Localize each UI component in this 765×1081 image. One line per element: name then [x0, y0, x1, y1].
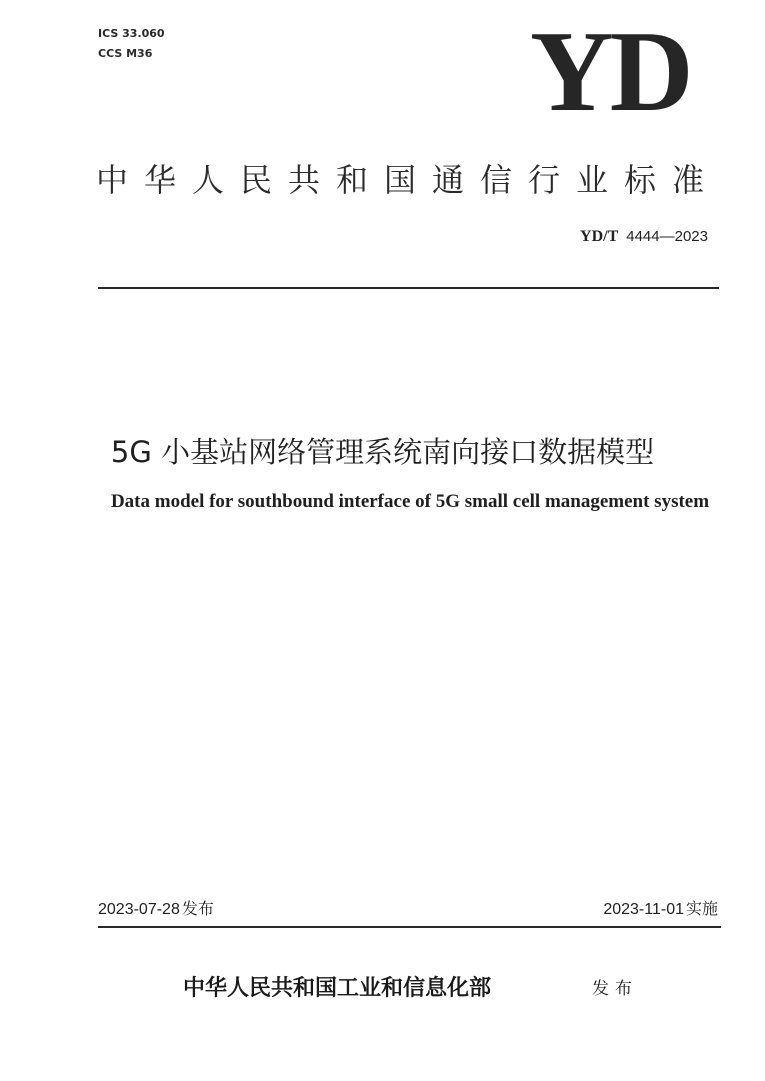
- classification-codes: [98, 24, 165, 64]
- publisher-name: 中华人民共和国工业和信息化部: [183, 976, 492, 1001]
- implement-date-value: 2023-11-01: [603, 901, 684, 918]
- bottom-divider: [98, 926, 721, 928]
- implement-date-suffix: 实施: [685, 899, 718, 918]
- standard-organization: 中华人民共和国通信行业标准: [96, 161, 721, 199]
- standard-number-value: 4444—2023: [626, 228, 708, 245]
- ics-code: ICS 33.060: [98, 27, 165, 40]
- document-title-english: Data model for southbound interface of 5G small cell management system: [110, 491, 710, 512]
- yd-logo: YD: [530, 8, 690, 136]
- publish-date-suffix: 发布: [181, 899, 214, 918]
- publisher-label: 发布: [592, 979, 638, 999]
- implement-date: [603, 898, 718, 921]
- standard-number: [580, 226, 708, 247]
- publish-date-value: 2023-07-28: [98, 901, 180, 918]
- publish-date: [98, 898, 214, 921]
- top-divider: [98, 287, 719, 289]
- ccs-code: CCS M36: [98, 47, 153, 60]
- standard-number-prefix: YD/T: [580, 228, 619, 245]
- document-title-chinese: 5G 小基站网络管理系统南向接口数据模型: [110, 435, 655, 469]
